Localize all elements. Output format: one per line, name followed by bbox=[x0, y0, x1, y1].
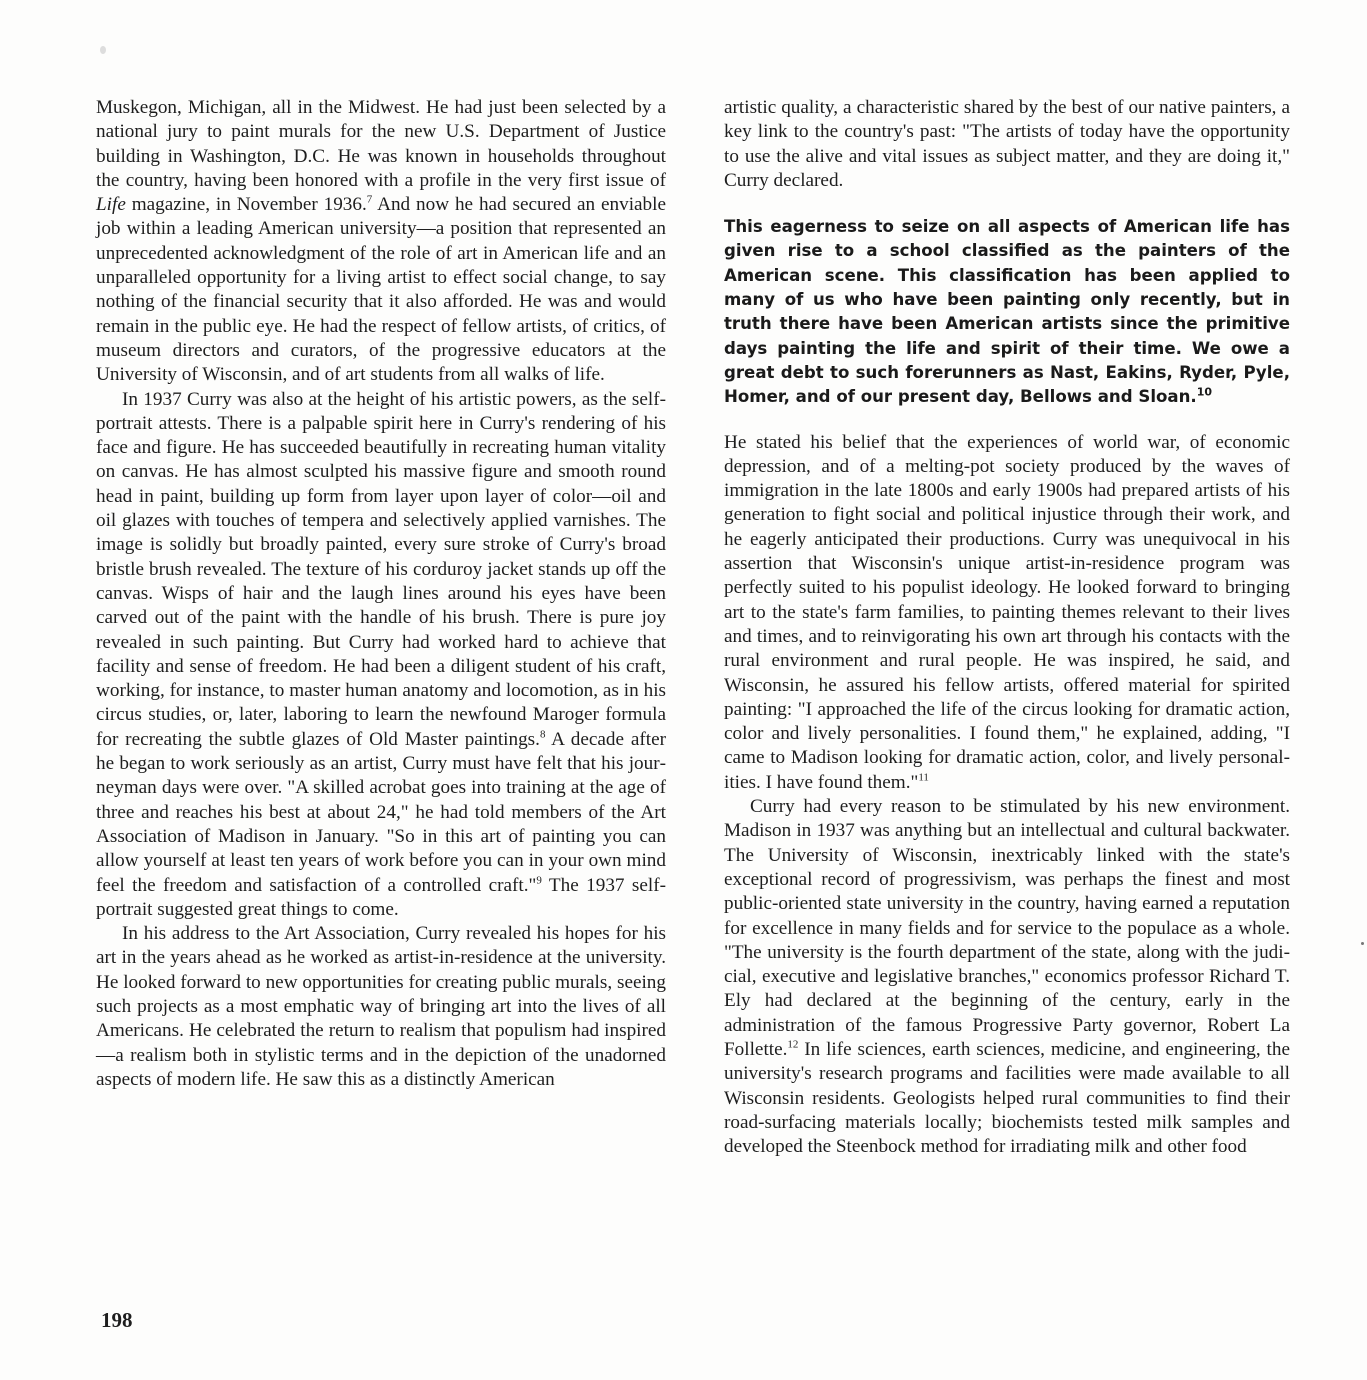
right-column bbox=[724, 96, 1290, 1159]
footnote-ref: 9 bbox=[536, 874, 542, 887]
paragraph: He stated his belief that the experiences of world war, of economic depression, and of a melting-pot society produced by the waves of immigration in the late 1800s and early 1900s had prepared artists of his generation to fight social and political injustice through their work, and he eagerly anticipated their productions. Curry was unequivocal in his assertion that Wisconsin's unique artist-in-residence program was perfectly suited to his populist ideology. He looked forward to bringing art to the state's farm families, to painting themes relevant to their lives and times, and to reinvigorating his own art through his contacts with the rural environment and rural people. He was inspired, he said, and Wisconsin, he assured his fellow artists, offered material for spirited painting: "I approached the life of the circus looking for dramatic action, color and lively personalities. I found them," he explained, adding, "I came to Madison looking for dramatic action, color, and lively personalities. I have found them."$^{11}$ bbox=[724, 431, 1290, 793]
block-quote: This eagerness to seize on all aspects of American life has given rise to a school classified as the painters of the American scene. This classification has been applied to many of us who have been painting only recently, but in truth there have been American artists since the primitive days painting the life and spirit of their time. We owe a great debt to such forerunners as Nast, Eakins, Ryder, Pyle, Homer, and of our present day, Bellows and Sloan.$^{10}$ bbox=[724, 217, 1290, 407]
page-smudge bbox=[100, 46, 106, 54]
footnote-ref: 11 bbox=[918, 771, 929, 784]
footnote-ref: 7 bbox=[366, 193, 373, 206]
paragraph: In his address to the Art Association, Curry revealed his hopes for his art in the years ahead as he worked as artist-in-residence at the university. He looked forward to new opportunities for creating public murals, seeing such projects as a most emphatic way of bringing art into the lives of all Americans. He celebrated the return to realism that populism had inspired—a realism both in stylistic terms and in the depiction of the unadorned aspects of modern life. He saw this as a distinctly American bbox=[96, 923, 666, 1090]
footnote-ref: 8 bbox=[539, 728, 546, 741]
paragraph: Muskegon, Michigan, all in the Midwest. He had just been selected by a national jury to paint murals for the new U.S. Department of Justice building in Washington, D.C. He was known in households throughout the country, having been honored with a profile in the very first issue of Life magazine, in November 1936.$^7$ And now he had secured an enviable job within a leading American university—a position that represented an unprecedented acknowledgment of the role of art in American life and an unparalleled opportunity for a living artist to effect social change, to say nothing of the financial security that it also afforded. He was and would remain in the public eye. He had the respect of fellow artists, of critics, of museum directors and curators, of the progressive educators at the University of Wisconsin, and of art students from all walks of life. bbox=[96, 97, 666, 386]
footnote-ref: 10 bbox=[1196, 385, 1213, 399]
left-column bbox=[96, 96, 666, 1092]
margin-mark bbox=[1361, 942, 1364, 945]
magazine-title: Life bbox=[96, 194, 126, 216]
footnote-ref: 12 bbox=[787, 1038, 799, 1051]
page-number: 198 bbox=[101, 1308, 133, 1332]
paragraph: Curry had every reason to be stimulated by his new environment. Madison in 1937 was anything but an intellectual and cultural backwater. The University of Wisconsin, inextricably linked with the state's exceptional record of progressivism, was perhaps the finest and most public-oriented state university in the country, having earned a reputation for excellence in many fields and for service to the populace as a whole. "The university is the fourth department of the state, along with the judicial, executive and legislative branches," economics professor Richard T. Ely had declared at the beginning of the century, early in the administration of the famous Progressive Party governor, Robert La Follette.$^{12}$ In life sciences, earth sciences, medicine, and engineering, the university's research programs and facilities were made available to all Wisconsin residents. Geologists helped rural communities to find their road-surfacing materials locally; biochemists tested milk samples and developed the Steenbock method for irradiating milk and other food bbox=[724, 796, 1290, 1158]
paragraph: In 1937 Curry was also at the height of his artistic powers, as the self-portrait attests. There is a palpable spirit here in Curry's rendering of his face and figure. He has succeeded beautifully in recreating human vitality on canvas. He has almost sculpted his massive figure and smooth round head in paint, building up form from layer upon layer of color—oil and oil glazes with touches of tempera and selectively applied varnishes. The image is solidly but broadly painted, every sure stroke of Curry's broad bristle brush revealed. The texture of his corduroy jacket stands up off the canvas. Wisps of hair and the laugh lines around his eyes have been carved out of the paint with the handle of his brush. There is pure joy revealed in such painting. But Curry had worked hard to achieve that facility and sense of freedom. He had been a diligent student of his craft, working, for instance, to master human anatomy and locomotion, as in his circus studies, or, later, laboring to learn the newfound Maroger formula for recreating the subtle glazes of Old Master paintings.$^8$ A decade after he began to work seriously as an artist, Curry must have felt that his journeyman days were over. "A skilled acrobat goes into training at the age of three and reaches his best at about 24," he had told members of the Art Association of Madison in January. "So in this art of painting you can allow yourself at least ten years of work before you can in your own mind feel the freedom and satisfaction of a controlled craft."$^9$ The 1937 self-portrait suggested great things to come. bbox=[96, 388, 666, 920]
paragraph: artistic quality, a characteristic shared by the best of our native painters, a key link to the country's past: "The artists of today have the opportunity to use the alive and vital issues as subject matter, and they are doing it," Curry declared. bbox=[724, 97, 1290, 191]
